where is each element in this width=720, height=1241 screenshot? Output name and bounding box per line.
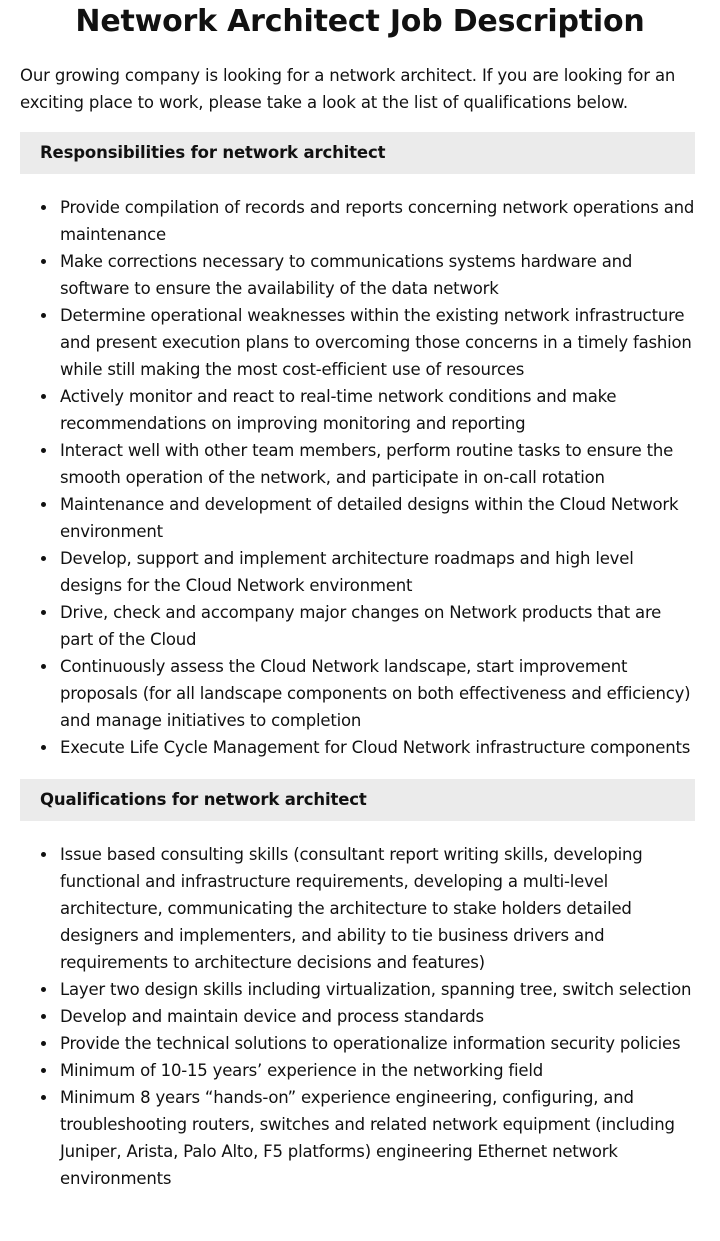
responsibilities-list [20,194,695,761]
responsibility-item: Drive, check and accompany major changes on Network products that are part of the Cloud [60,599,695,653]
responsibility-item: Determine operational weaknesses within the existing network infrastructure and present execution plans to overcoming those concerns in a timely fashion while still making the most cost-efficient use of resources [60,302,695,383]
responsibility-item: Maintenance and development of detailed designs within the Cloud Network environment [60,491,695,545]
responsibility-item: Execute Life Cycle Management for Cloud Network infrastructure components [60,734,695,761]
qualification-item: Layer two design skills including virtualization, spanning tree, switch selection [60,976,695,1003]
responsibility-item: Provide compilation of records and reports concerning network operations and maintenance [60,194,695,248]
qualification-item: Minimum 8 years “hands-on” experience engineering, configuring, and troubleshooting routers, switches and related network equipment (including Juniper, Arista, Palo Alto, F5 platforms) engineering Ethernet network environments [60,1084,695,1192]
responsibilities-heading: Responsibilities for network architect [20,132,695,174]
responsibility-item: Make corrections necessary to communications systems hardware and software to ensure the availability of the data network [60,248,695,302]
responsibility-item: Interact well with other team members, perform routine tasks to ensure the smooth operation of the network, and participate in on-call rotation [60,437,695,491]
page-title: Network Architect Job Description [75,4,645,39]
qualification-item: Issue based consulting skills (consultant report writing skills, developing functional and infrastructure requirements, developing a multi-level architecture, communicating the architecture to stake holders detailed designers and implementers, and ability to tie business drivers and requirements to architecture decisions and features) [60,841,695,976]
qualification-item: Minimum of 10-15 years’ experience in the networking field [60,1057,695,1084]
qualification-item: Provide the technical solutions to operationalize information security policies [60,1030,695,1057]
responsibility-item: Actively monitor and react to real-time network conditions and make recommendations on improving monitoring and reporting [60,383,695,437]
responsibility-item: Continuously assess the Cloud Network landscape, start improvement proposals (for all landscape components on both effectiveness and efficiency) and manage initiatives to completion [60,653,695,734]
qualifications-list [20,841,695,1192]
qualifications-heading: Qualifications for network architect [20,779,695,821]
qualification-item: Develop and maintain device and process standards [60,1003,695,1030]
intro-paragraph: Our growing company is looking for a network architect. If you are looking for an exciting place to work, please take a look at the list of qualifications below. [20,66,676,112]
responsibility-item: Develop, support and implement architecture roadmaps and high level designs for the Cloud Network environment [60,545,695,599]
